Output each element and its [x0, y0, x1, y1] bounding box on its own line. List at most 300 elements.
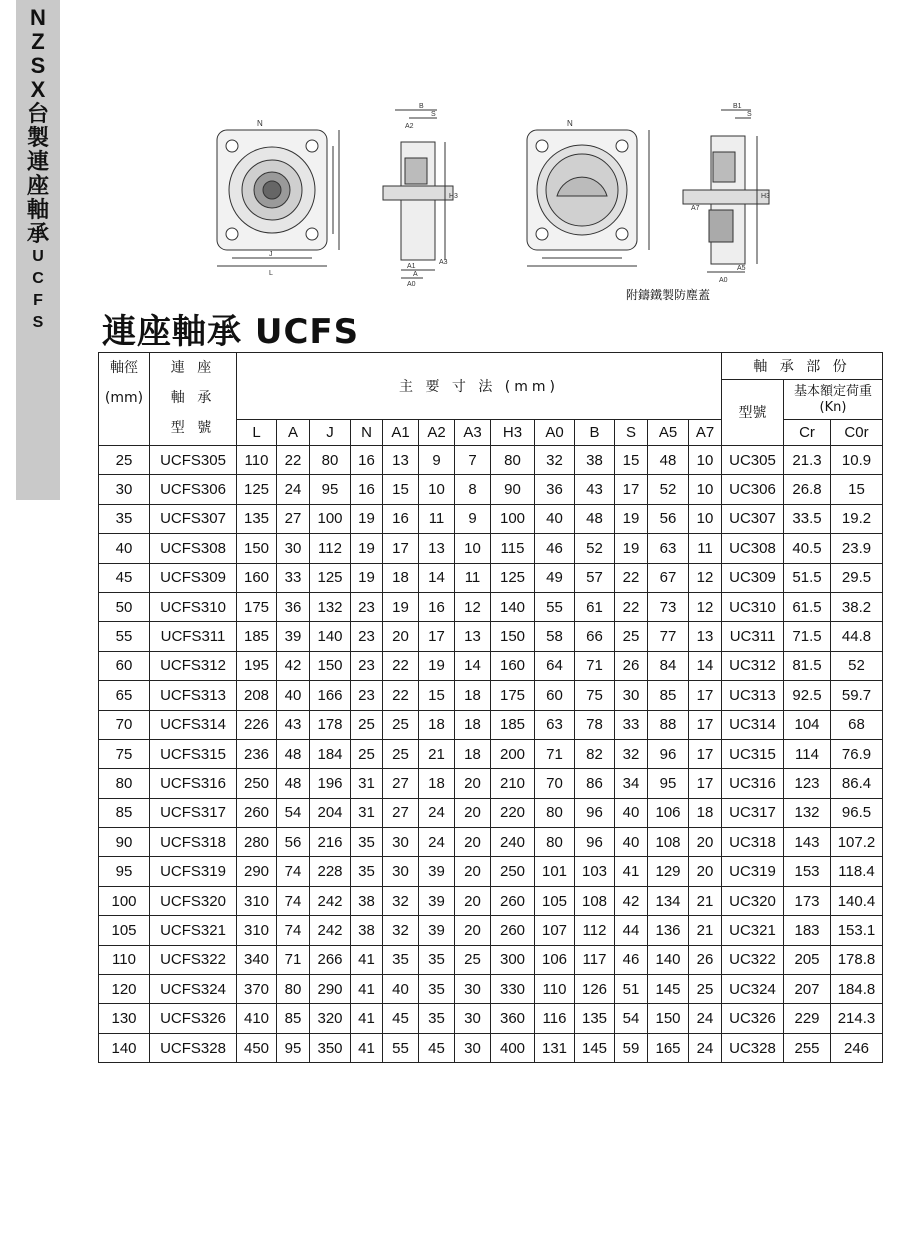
table-cell: 57	[575, 563, 615, 592]
table-cell: 118.4	[831, 857, 883, 886]
table-row	[99, 446, 883, 475]
table-cell: 23	[351, 592, 383, 621]
table-cell: 184.8	[831, 975, 883, 1004]
table-cell: UCFS313	[150, 681, 237, 710]
table-cell: 8	[455, 475, 491, 504]
table-row	[99, 798, 883, 827]
table-cell: 107.2	[831, 828, 883, 857]
table-cell: 140	[491, 592, 535, 621]
table-cell: 360	[491, 1004, 535, 1033]
table-cell: 12	[455, 592, 491, 621]
table-cell: 20	[455, 828, 491, 857]
table-cell: 35	[351, 828, 383, 857]
label-a0-2: A0	[719, 277, 728, 284]
header-cr: Cr	[784, 420, 831, 446]
table-cell: 10	[689, 504, 722, 533]
side-tab-char: U	[32, 248, 44, 265]
side-tab-char: 製	[26, 125, 49, 150]
table-cell: 260	[237, 798, 277, 827]
table-cell: 25	[351, 739, 383, 768]
table-cell: 173	[784, 886, 831, 915]
table-cell: 96	[575, 828, 615, 857]
table-cell: UCFS314	[150, 710, 237, 739]
table-cell: 18	[689, 798, 722, 827]
label-s: S	[431, 111, 436, 118]
table-cell: 30	[383, 828, 419, 857]
table-cell: 110	[99, 945, 150, 974]
table-cell: 150	[310, 651, 351, 680]
side-tab-char: X	[30, 77, 46, 102]
table-cell: 52	[831, 651, 883, 680]
table-cell: UCFS307	[150, 504, 237, 533]
table-cell: UCFS310	[150, 592, 237, 621]
table-cell: 320	[310, 1004, 351, 1033]
table-cell: 18	[419, 769, 455, 798]
table-cell: 55	[535, 592, 575, 621]
table-cell: UCFS324	[150, 975, 237, 1004]
table-cell: 135	[575, 1004, 615, 1033]
table-cell: 143	[784, 828, 831, 857]
table-cell: 85	[277, 1004, 310, 1033]
table-cell: 18	[455, 681, 491, 710]
table-cell: 15	[615, 446, 648, 475]
table-cell: 104	[784, 710, 831, 739]
table-cell: 84	[648, 651, 689, 680]
table-cell: 17	[419, 622, 455, 651]
table-cell: 51.5	[784, 563, 831, 592]
table-cell: 11	[455, 563, 491, 592]
label-s-2: S	[747, 111, 752, 118]
table-cell: 129	[648, 857, 689, 886]
table-cell: 150	[648, 1004, 689, 1033]
table-cell: UCFS309	[150, 563, 237, 592]
table-cell: 350	[310, 1033, 351, 1062]
table-cell: 56	[648, 504, 689, 533]
table-cell: 96	[648, 739, 689, 768]
table-cell: 175	[491, 681, 535, 710]
side-tab-char: S	[30, 53, 46, 78]
table-cell: 18	[455, 710, 491, 739]
side-tab-char: 軸	[26, 197, 49, 222]
technical-drawings	[205, 100, 795, 300]
table-cell: 40	[535, 504, 575, 533]
table-cell: 23.9	[831, 534, 883, 563]
table-cell: 132	[310, 592, 351, 621]
table-cell: 185	[491, 710, 535, 739]
table-cell: 15	[383, 475, 419, 504]
table-cell: 134	[648, 886, 689, 915]
table-cell: 21	[419, 739, 455, 768]
table-cell: 175	[237, 592, 277, 621]
table-row	[99, 739, 883, 768]
table-cell: 13	[455, 622, 491, 651]
table-cell: UCFS326	[150, 1004, 237, 1033]
table-cell: 13	[419, 534, 455, 563]
table-cell: 76.9	[831, 739, 883, 768]
table-cell: 50	[99, 592, 150, 621]
header-dim-a5: A5	[648, 420, 689, 446]
table-cell: 183	[784, 916, 831, 945]
header-dim-l: L	[237, 420, 277, 446]
table-cell: 110	[237, 446, 277, 475]
table-cell: 54	[277, 798, 310, 827]
table-cell: 30	[455, 1004, 491, 1033]
table-cell: 19	[351, 534, 383, 563]
table-cell: 207	[784, 975, 831, 1004]
table-cell: 10	[689, 446, 722, 475]
table-cell: 16	[351, 446, 383, 475]
table-cell: 330	[491, 975, 535, 1004]
table-cell: 103	[575, 857, 615, 886]
table-cell: 35	[419, 945, 455, 974]
table-cell: UCFS305	[150, 446, 237, 475]
table-cell: 114	[784, 739, 831, 768]
table-cell: 250	[491, 857, 535, 886]
header-dim-s: S	[615, 420, 648, 446]
table-cell: 25	[383, 739, 419, 768]
table-cell: 242	[310, 886, 351, 915]
table-cell: 74	[277, 857, 310, 886]
header-dim-a1: A1	[383, 420, 419, 446]
table-cell: 40	[615, 828, 648, 857]
table-cell: 25	[455, 945, 491, 974]
table-cell: 9	[419, 446, 455, 475]
table-cell: 35	[419, 975, 455, 1004]
table-cell: 35	[99, 504, 150, 533]
table-cell: 63	[535, 710, 575, 739]
table-cell: 35	[383, 945, 419, 974]
table-cell: 22	[615, 592, 648, 621]
table-cell: 106	[648, 798, 689, 827]
drawing-caption: 附鑄鐵製防塵蓋	[626, 288, 711, 302]
table-cell: 15	[419, 681, 455, 710]
header-c0r: C0r	[831, 420, 883, 446]
table-cell: 125	[491, 563, 535, 592]
table-cell: 80	[310, 446, 351, 475]
table-row	[99, 651, 883, 680]
table-row	[99, 916, 883, 945]
table-row	[99, 1004, 883, 1033]
table-cell: 39	[419, 857, 455, 886]
table-cell: 266	[310, 945, 351, 974]
table-cell: 10	[455, 534, 491, 563]
table-cell: 30	[383, 857, 419, 886]
table-cell: 10	[419, 475, 455, 504]
table-cell: 77	[648, 622, 689, 651]
header-load-rating: 基本額定荷重 (Kn)	[784, 380, 883, 420]
table-cell: 32	[615, 739, 648, 768]
table-cell: UC324	[722, 975, 784, 1004]
table-cell: 135	[237, 504, 277, 533]
table-cell: 55	[383, 1033, 419, 1062]
table-cell: 58	[535, 622, 575, 651]
table-cell: 16	[419, 592, 455, 621]
table-cell: 106	[535, 945, 575, 974]
table-cell: 150	[491, 622, 535, 651]
label-a2: A2	[405, 123, 414, 130]
table-cell: 48	[575, 504, 615, 533]
table-cell: 18	[419, 710, 455, 739]
table-cell: 51	[615, 975, 648, 1004]
table-cell: 52	[575, 534, 615, 563]
table-cell: 52	[648, 475, 689, 504]
table-cell: 41	[351, 1033, 383, 1062]
table-cell: 32	[535, 446, 575, 475]
side-tab	[16, 0, 60, 500]
table-cell: 73	[648, 592, 689, 621]
table-cell: 80	[277, 975, 310, 1004]
table-cell: UC309	[722, 563, 784, 592]
table-cell: UC321	[722, 916, 784, 945]
table-cell: 214.3	[831, 1004, 883, 1033]
table-cell: 61.5	[784, 592, 831, 621]
header-dim-b: B	[575, 420, 615, 446]
table-cell: 31	[351, 798, 383, 827]
table-cell: UC305	[722, 446, 784, 475]
table-cell: 19	[383, 592, 419, 621]
table-row	[99, 857, 883, 886]
table-cell: 95	[99, 857, 150, 886]
table-cell: 71	[535, 739, 575, 768]
table-cell: 178	[310, 710, 351, 739]
table-cell: 116	[535, 1004, 575, 1033]
table-cell: 26	[615, 651, 648, 680]
table-cell: 125	[310, 563, 351, 592]
table-cell: UC314	[722, 710, 784, 739]
table-cell: 95	[310, 475, 351, 504]
table-cell: UC318	[722, 828, 784, 857]
table-cell: 229	[784, 1004, 831, 1033]
table-cell: 30	[455, 1033, 491, 1062]
table-cell: 48	[277, 739, 310, 768]
table-cell: 80	[535, 828, 575, 857]
table-cell: 35	[419, 1004, 455, 1033]
table-cell: 140	[99, 1033, 150, 1062]
table-cell: 20	[383, 622, 419, 651]
table-cell: 25	[351, 710, 383, 739]
table-cell: 26.8	[784, 475, 831, 504]
table-cell: 131	[535, 1033, 575, 1062]
table-cell: UC311	[722, 622, 784, 651]
table-cell: 48	[277, 769, 310, 798]
table-cell: 220	[491, 798, 535, 827]
table-cell: 25	[689, 975, 722, 1004]
table-cell: 27	[277, 504, 310, 533]
table-cell: 260	[491, 916, 535, 945]
table-cell: UC306	[722, 475, 784, 504]
table-row	[99, 563, 883, 592]
table-cell: 20	[455, 857, 491, 886]
table-cell: 115	[491, 534, 535, 563]
table-cell: UC315	[722, 739, 784, 768]
table-row	[99, 769, 883, 798]
table-cell: 208	[237, 681, 277, 710]
header-dim-a7: A7	[689, 420, 722, 446]
table-cell: 290	[310, 975, 351, 1004]
table-cell: UC308	[722, 534, 784, 563]
table-cell: 140	[310, 622, 351, 651]
table-cell: UC307	[722, 504, 784, 533]
header-dim-a2: A2	[419, 420, 455, 446]
label-b1: B1	[733, 103, 742, 110]
table-cell: 10	[689, 475, 722, 504]
table-cell: 95	[277, 1033, 310, 1062]
label-a3: A3	[439, 259, 448, 266]
table-cell: 86	[575, 769, 615, 798]
label-h3: H3	[449, 193, 458, 200]
table-cell: 310	[237, 886, 277, 915]
table-cell: 14	[689, 651, 722, 680]
table-cell: 60	[99, 651, 150, 680]
side-tab-char: S	[32, 314, 44, 331]
table-cell: 65	[99, 681, 150, 710]
table-cell: 242	[310, 916, 351, 945]
table-cell: 160	[491, 651, 535, 680]
label-j: J	[269, 251, 273, 258]
table-cell: 240	[491, 828, 535, 857]
front-view-drawing	[217, 130, 339, 266]
header-dim-h3: H3	[491, 420, 535, 446]
table-cell: 88	[648, 710, 689, 739]
table-cell: 125	[237, 475, 277, 504]
table-cell: UCFS322	[150, 945, 237, 974]
table-cell: 226	[237, 710, 277, 739]
table-cell: 20	[455, 916, 491, 945]
table-cell: UCFS306	[150, 475, 237, 504]
table-cell: 38	[575, 446, 615, 475]
table-cell: UCFS312	[150, 651, 237, 680]
table-cell: 23	[351, 681, 383, 710]
table-cell: 280	[237, 828, 277, 857]
table-cell: 185	[237, 622, 277, 651]
table-cell: 18	[455, 739, 491, 768]
label-l: L	[269, 270, 273, 277]
header-unit-model: 連 座 軸 承 型 號	[150, 353, 237, 446]
table-cell: 40	[277, 681, 310, 710]
table-cell: 290	[237, 857, 277, 886]
table-cell: 101	[535, 857, 575, 886]
side-tab-char: C	[32, 270, 44, 287]
table-cell: 9	[455, 504, 491, 533]
table-cell: 71	[575, 651, 615, 680]
table-row	[99, 475, 883, 504]
label-a0: A0	[407, 281, 416, 288]
table-cell: 46	[615, 945, 648, 974]
table-cell: 80	[99, 769, 150, 798]
table-cell: 400	[491, 1033, 535, 1062]
table-cell: 45	[383, 1004, 419, 1033]
table-cell: 19	[615, 534, 648, 563]
table-cell: 16	[383, 504, 419, 533]
table-cell: 20	[455, 798, 491, 827]
table-cell: 27	[383, 798, 419, 827]
table-cell: 112	[575, 916, 615, 945]
label-a: A	[413, 271, 418, 278]
page-title: 連座軸承 UCFS	[102, 312, 360, 352]
table-cell: 30	[615, 681, 648, 710]
table-cell: 105	[535, 886, 575, 915]
table-cell: 85	[648, 681, 689, 710]
table-cell: 31	[351, 769, 383, 798]
table-cell: 39	[419, 916, 455, 945]
table-row	[99, 504, 883, 533]
table-cell: 200	[491, 739, 535, 768]
table-cell: 20	[689, 828, 722, 857]
table-cell: 17	[383, 534, 419, 563]
table-cell: 30	[277, 534, 310, 563]
table-cell: UC326	[722, 1004, 784, 1033]
table-cell: 100	[491, 504, 535, 533]
table-cell: 112	[310, 534, 351, 563]
table-cell: 145	[575, 1033, 615, 1062]
table-cell: 82	[575, 739, 615, 768]
table-cell: 105	[99, 916, 150, 945]
table-cell: 21	[689, 916, 722, 945]
side-tab-text	[16, 6, 60, 334]
table-cell: 32	[383, 916, 419, 945]
label-n-2: N	[567, 119, 573, 128]
table-cell: 145	[648, 975, 689, 1004]
header-dim-j: J	[310, 420, 351, 446]
table-cell: 153	[784, 857, 831, 886]
table-cell: 24	[689, 1004, 722, 1033]
table-cell: 78	[575, 710, 615, 739]
table-cell: 80	[535, 798, 575, 827]
table-cell: 42	[277, 651, 310, 680]
front-view-cover-drawing	[527, 130, 649, 266]
table-cell: 75	[575, 681, 615, 710]
table-cell: 13	[689, 622, 722, 651]
side-tab-char: 座	[26, 173, 49, 198]
table-cell: 56	[277, 828, 310, 857]
table-cell: 90	[99, 828, 150, 857]
header-main-dimensions: 主 要 寸 法 (mm)	[237, 353, 722, 420]
label-n: N	[257, 119, 263, 128]
table-cell: 123	[784, 769, 831, 798]
table-row	[99, 622, 883, 651]
table-cell: 34	[615, 769, 648, 798]
table-cell: 160	[237, 563, 277, 592]
table-cell: 25	[99, 446, 150, 475]
table-cell: 204	[310, 798, 351, 827]
header-dim-a: A	[277, 420, 310, 446]
header-dim-a3: A3	[455, 420, 491, 446]
table-cell: 250	[237, 769, 277, 798]
label-a1: A1	[407, 263, 416, 270]
table-cell: 24	[419, 798, 455, 827]
table-cell: 22	[277, 446, 310, 475]
table-cell: 40	[99, 534, 150, 563]
table-cell: UC316	[722, 769, 784, 798]
label-b: B	[419, 103, 424, 110]
side-tab-char: 台	[26, 101, 49, 126]
table-cell: 45	[419, 1033, 455, 1062]
table-cell: 340	[237, 945, 277, 974]
table-cell: 81.5	[784, 651, 831, 680]
table-cell: 228	[310, 857, 351, 886]
table-cell: 21.3	[784, 446, 831, 475]
table-cell: 132	[784, 798, 831, 827]
table-cell: 24	[419, 828, 455, 857]
table-cell: UC319	[722, 857, 784, 886]
table-cell: 74	[277, 886, 310, 915]
header-dim-n: N	[351, 420, 383, 446]
table-cell: 19	[351, 504, 383, 533]
table-row	[99, 534, 883, 563]
table-cell: UCFS311	[150, 622, 237, 651]
table-cell: 38.2	[831, 592, 883, 621]
table-cell: UC310	[722, 592, 784, 621]
